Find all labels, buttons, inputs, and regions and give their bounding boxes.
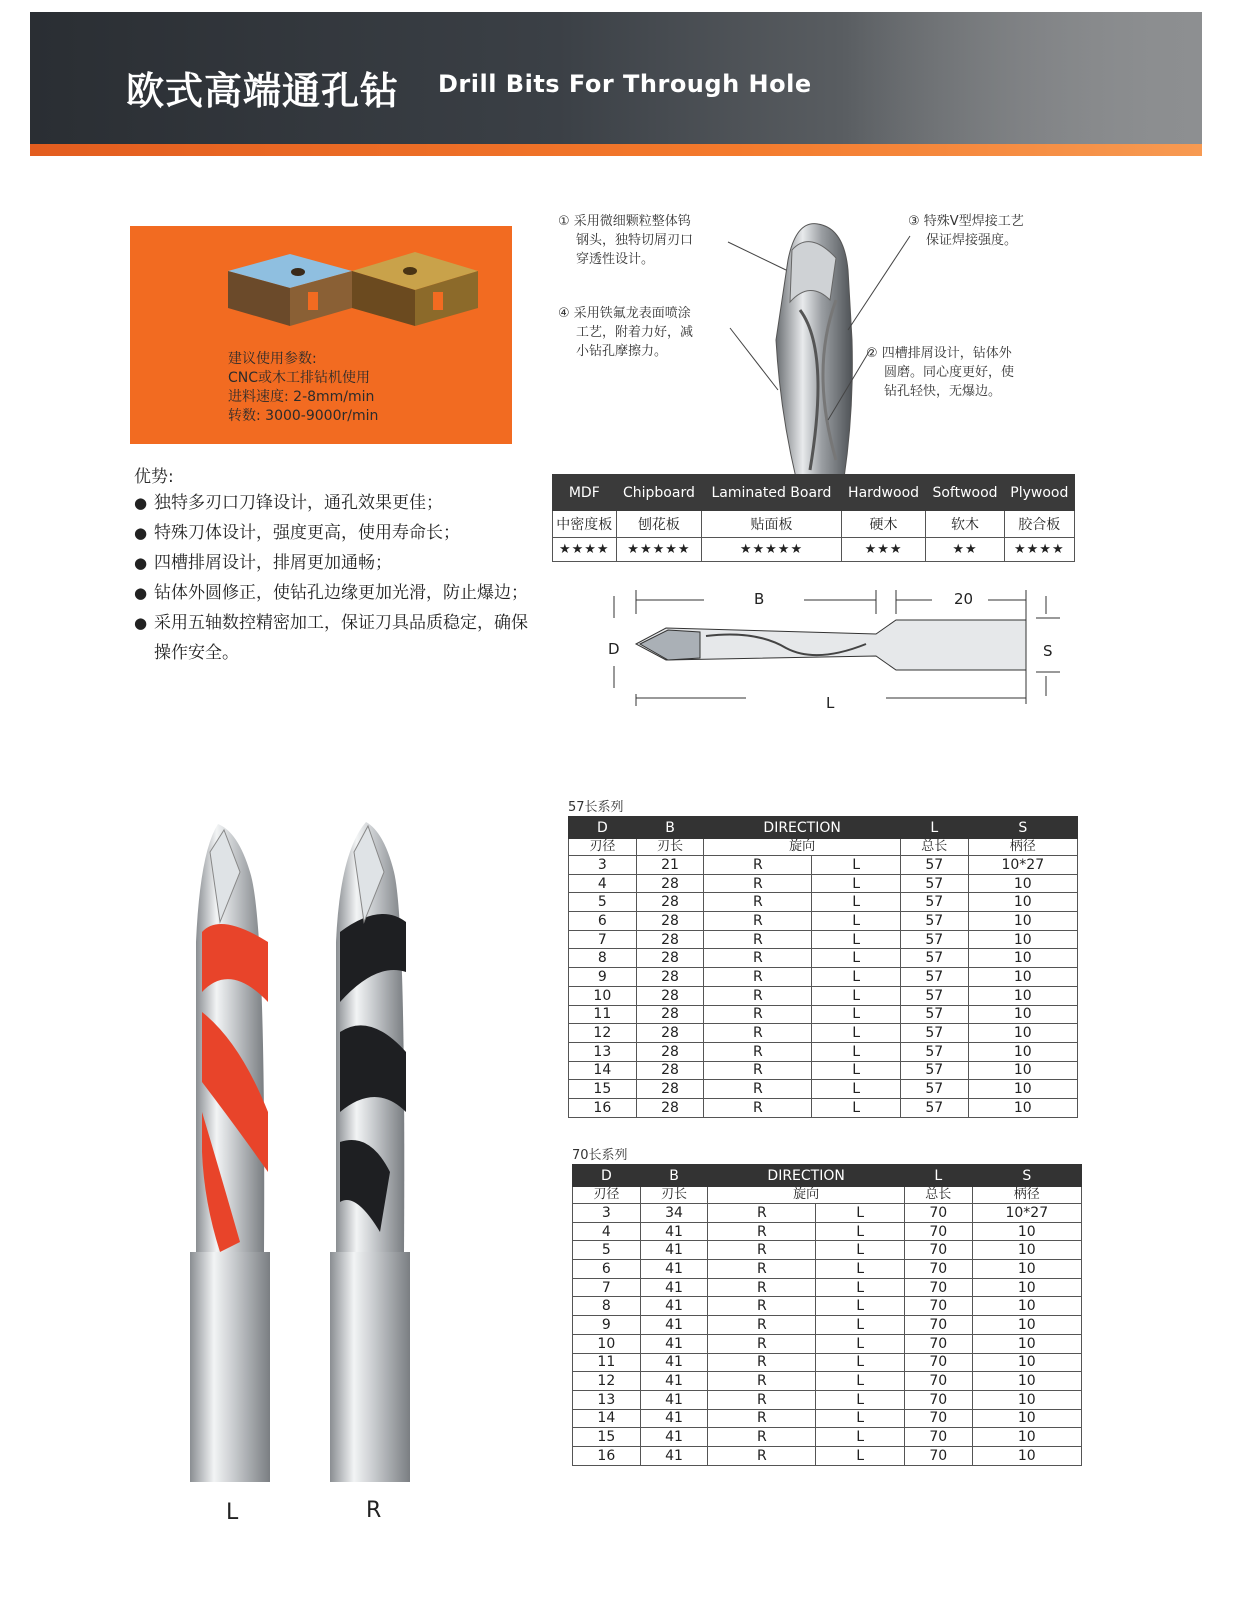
callout-line: 保证焊接强度。: [926, 233, 1018, 248]
dimension-s: S: [1043, 642, 1053, 660]
table-cell: 70: [904, 1297, 972, 1316]
table-cell: R: [708, 1428, 816, 1447]
table-cell: 41: [640, 1222, 708, 1241]
table-cell: 70: [904, 1278, 972, 1297]
table-cell: L: [816, 1446, 905, 1465]
table-row: [569, 1061, 1078, 1080]
params-line: CNC或木工排钻机使用: [228, 370, 371, 386]
table-cell: 10: [972, 1353, 1081, 1372]
table-cell: R: [704, 1080, 812, 1099]
col-header: B: [640, 1165, 708, 1187]
table-cell: 4: [569, 874, 637, 893]
advantage-item: ● 独特多刃口刀锋设计，通孔效果更佳；: [134, 488, 534, 518]
table-cell: R: [708, 1409, 816, 1428]
table-cell: 10: [573, 1334, 641, 1353]
table-cell: L: [816, 1204, 905, 1223]
table-cell: R: [708, 1204, 816, 1223]
table-cell: L: [816, 1390, 905, 1409]
table-cell: 34: [640, 1204, 708, 1223]
table-cell: L: [812, 912, 901, 931]
table-cell: 12: [573, 1372, 641, 1391]
params-text: [228, 350, 378, 426]
material-header: Softwood: [926, 475, 1004, 511]
table-cell: 9: [573, 1316, 641, 1335]
table-cell: 6: [569, 912, 637, 931]
photo-label-right: R: [366, 1498, 382, 1523]
callout-number: ②: [866, 346, 878, 361]
table-cell: 8: [573, 1297, 641, 1316]
table-cell: 10: [972, 1390, 1081, 1409]
table-cell: 57: [900, 968, 968, 987]
table-cell: 57: [900, 1080, 968, 1099]
series-70-label: 70长系列: [572, 1148, 628, 1163]
col-subheader: 柄径: [972, 1187, 1081, 1204]
table-cell: 57: [900, 1042, 968, 1061]
table-cell: 41: [640, 1372, 708, 1391]
table-cell: 41: [640, 1297, 708, 1316]
col-header: L: [900, 817, 968, 839]
table-cell: R: [708, 1297, 816, 1316]
table-cell: 10: [968, 1005, 1077, 1024]
table-cell: R: [708, 1446, 816, 1465]
callout-number: ①: [558, 214, 570, 229]
callout-line: 圆磨。同心度更好，使: [884, 365, 1015, 380]
table-row: [573, 1334, 1082, 1353]
table-cell: 28: [636, 893, 704, 912]
table-cell: 10: [972, 1241, 1081, 1260]
table-cell: L: [816, 1353, 905, 1372]
advantages-list: [134, 488, 534, 668]
col-header: DIRECTION: [704, 817, 901, 839]
dimension-20: 20: [954, 590, 974, 608]
table-cell: 70: [904, 1241, 972, 1260]
table-cell: 10: [972, 1297, 1081, 1316]
table-cell: 10: [972, 1278, 1081, 1297]
table-cell: 28: [636, 1098, 704, 1117]
table-cell: 10: [968, 1061, 1077, 1080]
table-cell: 28: [636, 1061, 704, 1080]
table-cell: 10: [972, 1409, 1081, 1428]
table-cell: 57: [900, 949, 968, 968]
params-box: [130, 226, 512, 444]
table-row: [569, 856, 1078, 875]
table-cell: R: [704, 1098, 812, 1117]
table-cell: L: [816, 1241, 905, 1260]
material-rating: ★★★★: [1004, 538, 1074, 562]
table-cell: 57: [900, 930, 968, 949]
table-cell: 10: [968, 949, 1077, 968]
table-cell: R: [704, 912, 812, 931]
callout-line: 四槽排屑设计，钻体外: [881, 346, 1012, 361]
material-table: [552, 474, 1075, 562]
page-title-cn: 欧式高端通孔钻: [126, 69, 400, 113]
table-cell: 70: [904, 1446, 972, 1465]
table-cell: R: [704, 968, 812, 987]
table-cell: 10: [968, 930, 1077, 949]
table-cell: R: [704, 930, 812, 949]
table-cell: L: [816, 1428, 905, 1447]
callout-4: [558, 304, 693, 361]
table-cell: 5: [573, 1241, 641, 1260]
table-cell: 70: [904, 1222, 972, 1241]
board-samples-image: [130, 226, 512, 336]
material-header: Laminated Board: [702, 475, 841, 511]
table-cell: R: [708, 1278, 816, 1297]
callout-line: 工艺，附着力好，减: [576, 325, 694, 340]
material-cn: 中密度板: [553, 511, 617, 538]
material-cn: 软木: [926, 511, 1004, 538]
table-cell: 13: [573, 1390, 641, 1409]
col-subheader: 刃径: [573, 1187, 641, 1204]
drill-photos: [180, 812, 440, 1492]
table-cell: 10: [968, 1098, 1077, 1117]
table-cell: 14: [573, 1409, 641, 1428]
table-cell: R: [708, 1222, 816, 1241]
col-subheader: 刃径: [569, 839, 637, 856]
col-header: D: [569, 817, 637, 839]
table-cell: 10: [972, 1334, 1081, 1353]
table-row: [573, 1297, 1082, 1316]
table-cell: 7: [573, 1278, 641, 1297]
table-cell: 70: [904, 1353, 972, 1372]
col-subheader: 旋向: [708, 1187, 905, 1204]
table-cell: 28: [636, 1042, 704, 1061]
table-cell: 12: [569, 1024, 637, 1043]
table-cell: L: [812, 930, 901, 949]
table-cell: L: [812, 1080, 901, 1099]
table-cell: 9: [569, 968, 637, 987]
table-cell: R: [704, 1042, 812, 1061]
table-row: [573, 1428, 1082, 1447]
table-cell: 70: [904, 1372, 972, 1391]
spec-table-57-body: [569, 856, 1078, 1118]
table-cell: 57: [900, 1005, 968, 1024]
table-cell: R: [708, 1353, 816, 1372]
table-cell: R: [704, 1005, 812, 1024]
table-cell: 41: [640, 1334, 708, 1353]
callout-3: [908, 212, 1024, 250]
material-cn: 硬木: [841, 511, 926, 538]
table-cell: 16: [573, 1446, 641, 1465]
table-row: [569, 893, 1078, 912]
table-cell: 10: [972, 1316, 1081, 1335]
table-cell: 41: [640, 1428, 708, 1447]
table-cell: 10: [968, 968, 1077, 987]
table-cell: R: [708, 1241, 816, 1260]
table-cell: 10: [968, 893, 1077, 912]
table-cell: 70: [904, 1334, 972, 1353]
table-cell: R: [704, 986, 812, 1005]
table-row: [569, 930, 1078, 949]
col-header: S: [972, 1165, 1081, 1187]
table-row: [573, 1409, 1082, 1428]
material-rating: ★★★: [841, 538, 926, 562]
table-row: [569, 968, 1078, 987]
table-cell: L: [816, 1316, 905, 1335]
spec-table-70-body: [573, 1204, 1082, 1466]
table-cell: R: [704, 856, 812, 875]
table-cell: 41: [640, 1316, 708, 1335]
dimension-b: B: [754, 590, 765, 608]
table-cell: 13: [569, 1042, 637, 1061]
table-cell: R: [708, 1334, 816, 1353]
table-cell: 28: [636, 968, 704, 987]
table-cell: 70: [904, 1409, 972, 1428]
photo-label-left: L: [226, 1500, 239, 1525]
material-cn: 贴面板: [702, 511, 841, 538]
table-cell: 10: [968, 1042, 1077, 1061]
table-cell: L: [812, 874, 901, 893]
table-cell: L: [812, 986, 901, 1005]
table-cell: 15: [569, 1080, 637, 1099]
table-cell: 28: [636, 874, 704, 893]
dimension-l: L: [826, 694, 835, 712]
table-cell: 28: [636, 949, 704, 968]
table-row: [573, 1260, 1082, 1279]
table-row: [573, 1390, 1082, 1409]
table-cell: L: [812, 949, 901, 968]
table-cell: 70: [904, 1428, 972, 1447]
table-cell: 28: [636, 1080, 704, 1099]
callout-line: 采用铁氟龙表面喷涂: [573, 306, 691, 321]
advantages-title: 优势:: [134, 467, 174, 487]
spec-table-57: [568, 816, 1078, 1118]
advantage-item: ● 四槽排屑设计，排屑更加通畅；: [134, 548, 534, 578]
table-cell: 11: [573, 1353, 641, 1372]
page-title-en: Drill Bits For Through Hole: [438, 70, 812, 98]
table-cell: 57: [900, 1098, 968, 1117]
table-cell: R: [704, 949, 812, 968]
table-cell: 10*27: [968, 856, 1077, 875]
table-cell: 41: [640, 1446, 708, 1465]
table-cell: 41: [640, 1409, 708, 1428]
table-cell: 14: [569, 1061, 637, 1080]
table-row: [573, 1204, 1082, 1223]
table-cell: R: [708, 1390, 816, 1409]
material-header: Chipboard: [616, 475, 702, 511]
params-line: 进料速度: 2-8mm/min: [228, 389, 375, 405]
table-cell: R: [708, 1316, 816, 1335]
table-cell: 6: [573, 1260, 641, 1279]
table-cell: 41: [640, 1278, 708, 1297]
header-stripe: [30, 144, 1202, 156]
table-cell: 10*27: [972, 1204, 1081, 1223]
params-line: 转数: 3000-9000r/min: [228, 408, 379, 424]
callout-line: 钻孔轻快，无爆边。: [884, 384, 1002, 399]
table-row: [569, 1024, 1078, 1043]
col-header: S: [968, 817, 1077, 839]
table-cell: L: [812, 1005, 901, 1024]
table-cell: 70: [904, 1316, 972, 1335]
table-cell: R: [704, 1024, 812, 1043]
col-header: L: [904, 1165, 972, 1187]
table-cell: 57: [900, 874, 968, 893]
material-rating: ★★★★★: [702, 538, 841, 562]
col-subheader: 旋向: [704, 839, 901, 856]
table-cell: L: [812, 1024, 901, 1043]
table-cell: L: [816, 1297, 905, 1316]
col-subheader: 刃长: [640, 1187, 708, 1204]
col-header: D: [573, 1165, 641, 1187]
table-cell: R: [708, 1372, 816, 1391]
table-cell: 57: [900, 986, 968, 1005]
advantage-item: ● 采用五轴数控精密加工，保证刀具品质稳定，确保操作安全。: [134, 608, 534, 668]
table-cell: L: [816, 1409, 905, 1428]
table-cell: 10: [972, 1260, 1081, 1279]
drill-right: [330, 822, 410, 1482]
table-cell: 15: [573, 1428, 641, 1447]
table-cell: 10: [968, 912, 1077, 931]
table-cell: R: [708, 1260, 816, 1279]
table-cell: L: [816, 1260, 905, 1279]
table-cell: 7: [569, 930, 637, 949]
material-header: MDF: [553, 475, 617, 511]
table-cell: 28: [636, 1024, 704, 1043]
table-cell: 10: [968, 986, 1077, 1005]
callout-line: 特殊V型焊接工艺: [923, 214, 1024, 229]
material-cn: 刨花板: [616, 511, 702, 538]
material-header: Plywood: [1004, 475, 1074, 511]
table-cell: L: [816, 1222, 905, 1241]
callout-1: [558, 212, 693, 269]
col-subheader: 刃长: [636, 839, 704, 856]
advantage-item: ● 钻体外圆修正，使钻孔边缘更加光滑，防止爆边；: [134, 578, 534, 608]
callout-number: ④: [558, 306, 570, 321]
table-cell: 57: [900, 856, 968, 875]
table-row: [569, 874, 1078, 893]
table-cell: L: [812, 1042, 901, 1061]
callout-2: [866, 344, 1014, 401]
table-cell: 21: [636, 856, 704, 875]
callout-number: ③: [908, 214, 920, 229]
table-cell: L: [816, 1334, 905, 1353]
table-cell: 70: [904, 1390, 972, 1409]
table-cell: 28: [636, 1005, 704, 1024]
table-cell: 10: [972, 1372, 1081, 1391]
material-rating: ★★: [926, 538, 1004, 562]
table-cell: 4: [573, 1222, 641, 1241]
table-cell: 41: [640, 1353, 708, 1372]
table-row: [573, 1446, 1082, 1465]
table-cell: 3: [573, 1204, 641, 1223]
table-row: [569, 1005, 1078, 1024]
table-row: [569, 912, 1078, 931]
table-row: [569, 986, 1078, 1005]
table-cell: L: [812, 1061, 901, 1080]
table-row: [573, 1222, 1082, 1241]
material-cn: 胶合板: [1004, 511, 1074, 538]
table-cell: 16: [569, 1098, 637, 1117]
table-cell: 70: [904, 1260, 972, 1279]
table-cell: 70: [904, 1204, 972, 1223]
material-rating: ★★★★: [553, 538, 617, 562]
callout-line: 采用微细颗粒整体钨: [573, 214, 691, 229]
table-cell: L: [812, 856, 901, 875]
table-cell: 5: [569, 893, 637, 912]
table-cell: 57: [900, 1061, 968, 1080]
spec-table-70: [572, 1164, 1082, 1466]
dimension-drawing: [596, 584, 1076, 714]
material-rating: ★★★★★: [616, 538, 702, 562]
table-cell: 10: [968, 1024, 1077, 1043]
table-cell: L: [812, 1098, 901, 1117]
col-subheader: 总长: [904, 1187, 972, 1204]
table-cell: R: [704, 893, 812, 912]
table-cell: L: [816, 1278, 905, 1297]
table-row: [573, 1316, 1082, 1335]
table-row: [569, 1098, 1078, 1117]
col-subheader: 柄径: [968, 839, 1077, 856]
table-row: [573, 1241, 1082, 1260]
table-cell: L: [812, 893, 901, 912]
dimension-d: D: [608, 640, 620, 658]
table-row: [573, 1353, 1082, 1372]
table-cell: 3: [569, 856, 637, 875]
series-57-label: 57长系列: [568, 800, 624, 815]
callout-line: 钢头，独特切屑刃口: [576, 233, 694, 248]
table-row: [573, 1278, 1082, 1297]
table-cell: 10: [968, 1080, 1077, 1099]
callout-line: 穿透性设计。: [576, 252, 655, 267]
material-header: Hardwood: [841, 475, 926, 511]
table-row: [569, 1080, 1078, 1099]
table-cell: 41: [640, 1241, 708, 1260]
table-cell: 57: [900, 893, 968, 912]
table-cell: 10: [569, 986, 637, 1005]
table-cell: 28: [636, 930, 704, 949]
table-cell: 8: [569, 949, 637, 968]
table-cell: 10: [972, 1222, 1081, 1241]
params-line: 建议使用参数:: [228, 351, 317, 367]
callout-line: 小钻孔摩擦力。: [576, 344, 668, 359]
table-row: [569, 1042, 1078, 1061]
table-cell: 28: [636, 912, 704, 931]
table-cell: L: [816, 1372, 905, 1391]
table-cell: 10: [968, 874, 1077, 893]
table-cell: 11: [569, 1005, 637, 1024]
table-cell: L: [812, 968, 901, 987]
advantage-item: ● 特殊刀体设计，强度更高，使用寿命长；: [134, 518, 534, 548]
col-header: DIRECTION: [708, 1165, 905, 1187]
table-cell: 28: [636, 986, 704, 1005]
table-cell: 10: [972, 1446, 1081, 1465]
table-row: [573, 1372, 1082, 1391]
table-cell: R: [704, 874, 812, 893]
table-cell: 10: [972, 1428, 1081, 1447]
table-cell: R: [704, 1061, 812, 1080]
col-subheader: 总长: [900, 839, 968, 856]
table-row: [569, 949, 1078, 968]
table-cell: 41: [640, 1390, 708, 1409]
drill-left: [190, 824, 270, 1482]
table-cell: 57: [900, 1024, 968, 1043]
table-cell: 57: [900, 912, 968, 931]
table-cell: 41: [640, 1260, 708, 1279]
col-header: B: [636, 817, 704, 839]
